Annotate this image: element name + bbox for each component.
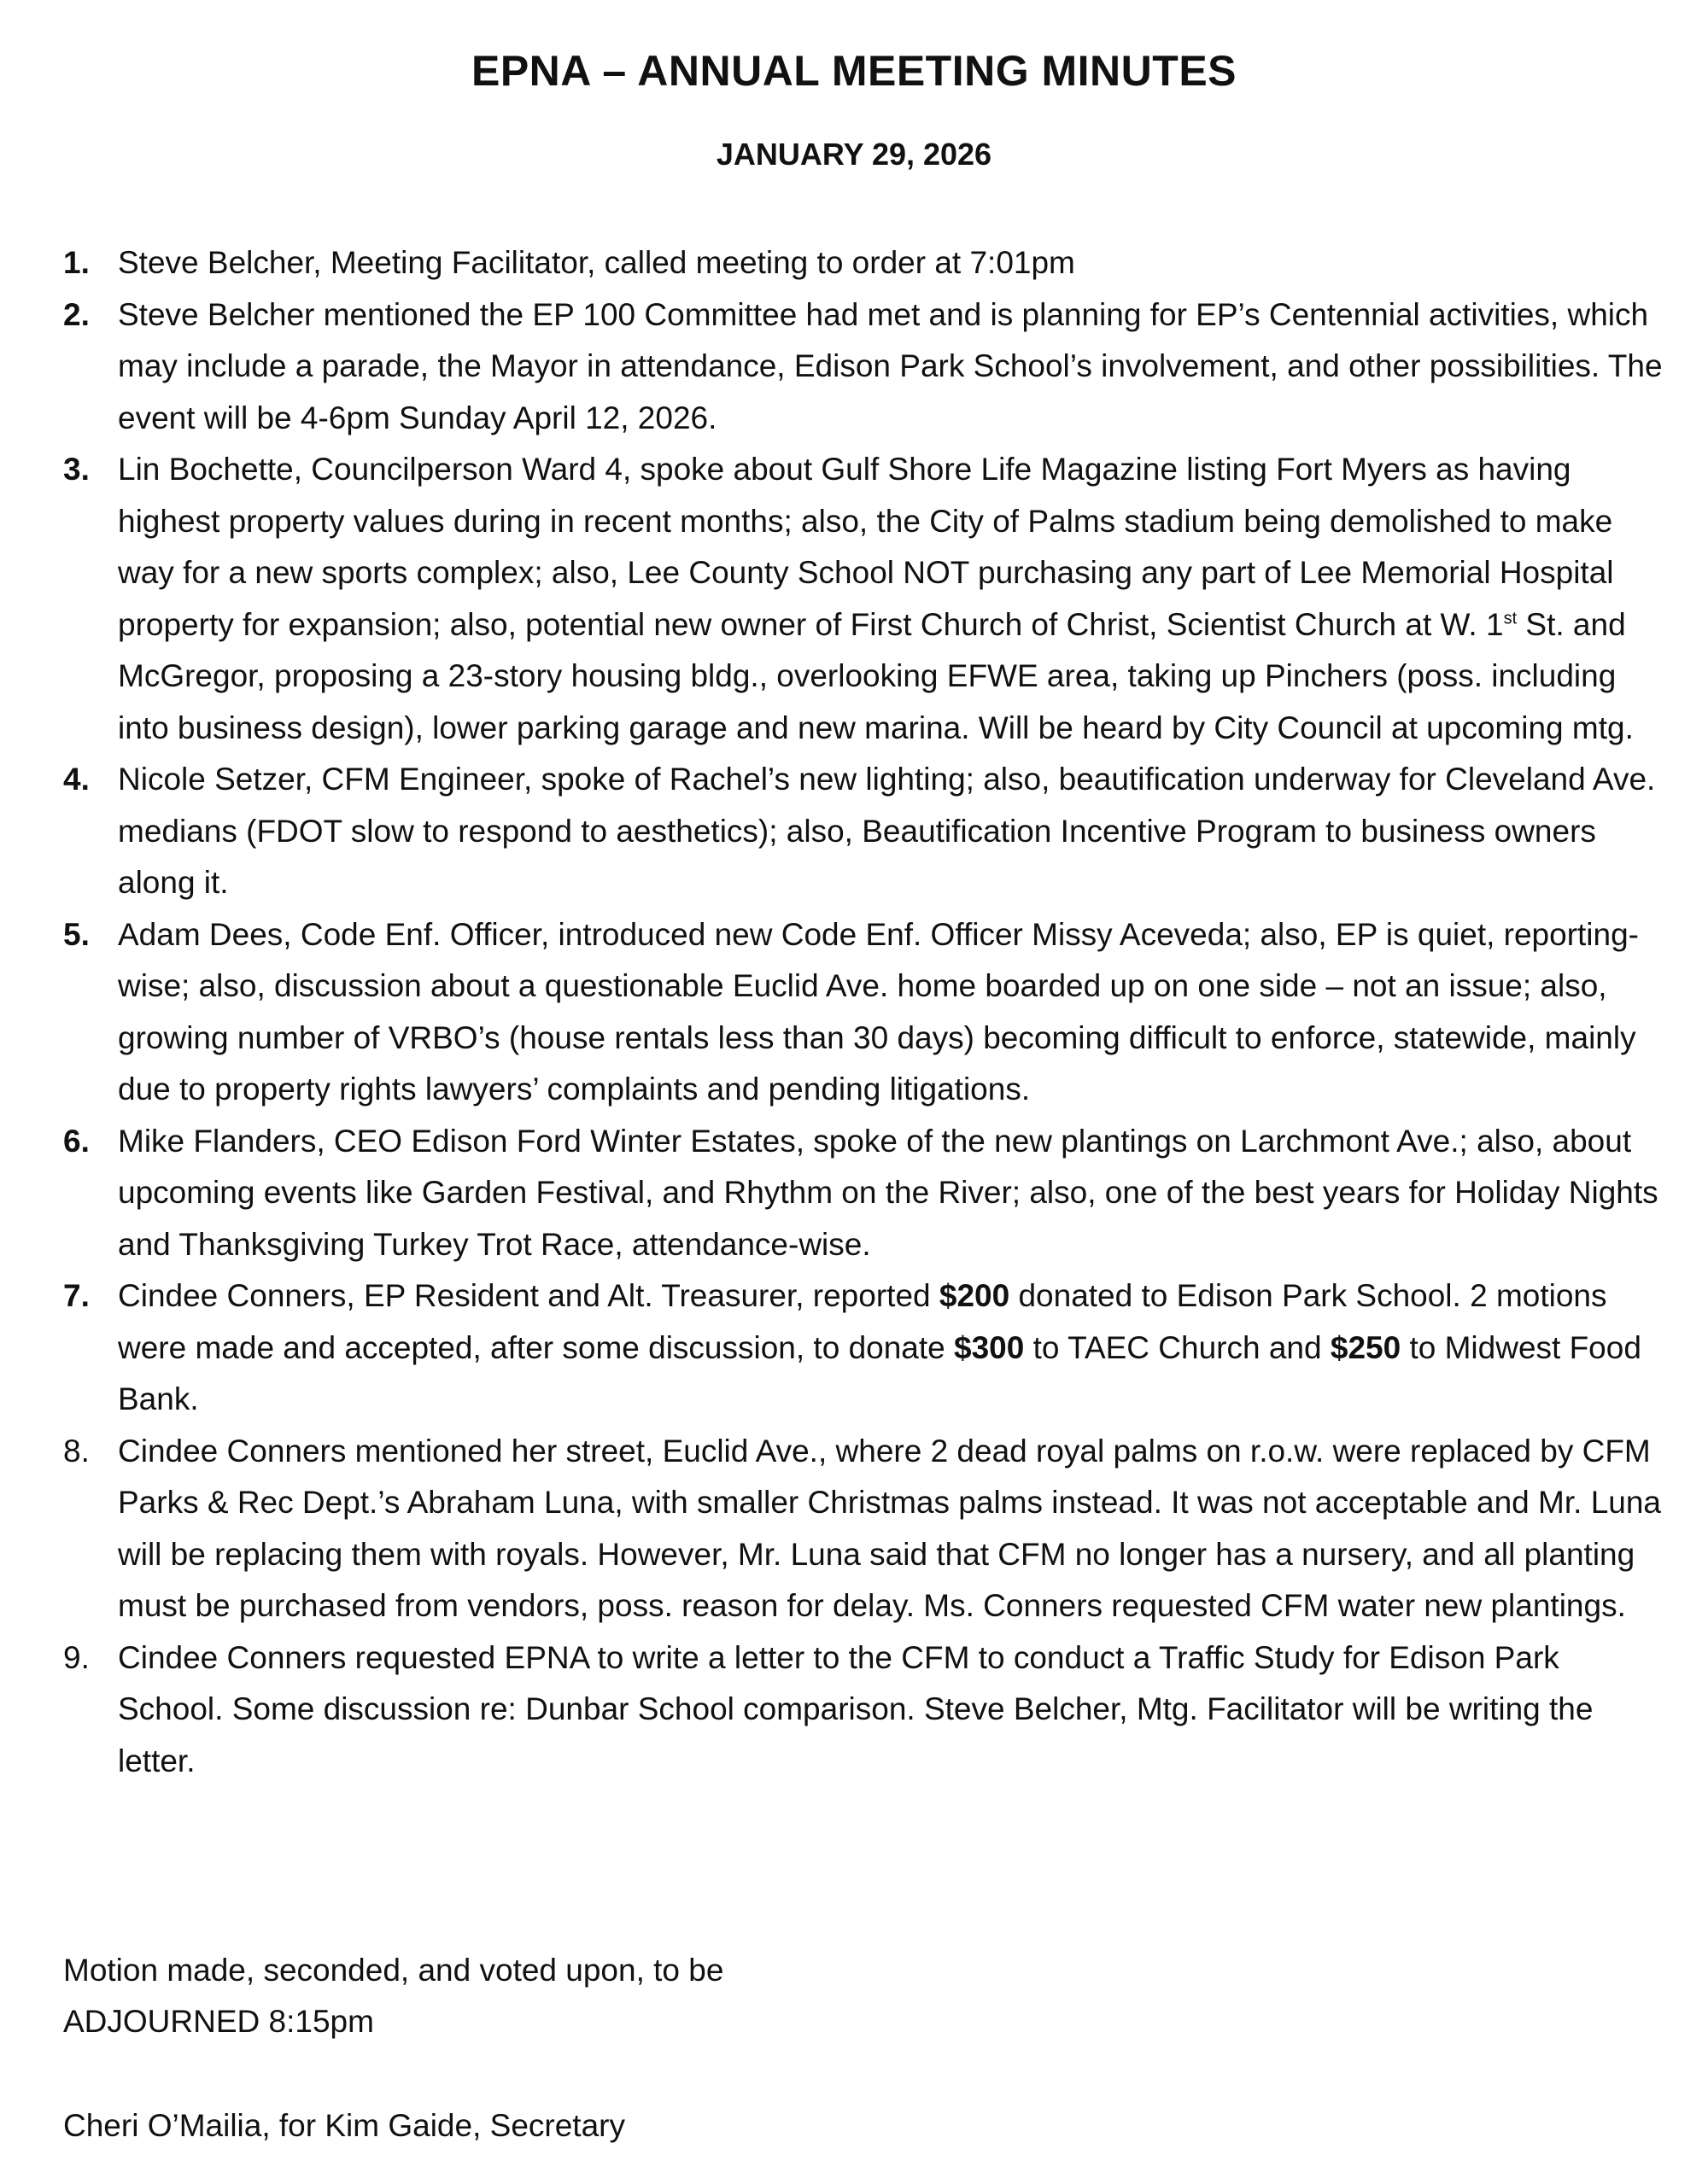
- item-text: Cindee Conners requested EPNA to write a letter to the CFM to conduct a Traffic Study for Edison Park School. Some discussion re: Dunbar School comparison. Steve Belcher, Mtg. Facilitator will be writing the letter.: [118, 1639, 1594, 1778]
- item-text: Mike Flanders, CEO Edison Ford Winter Estates, spoke of the new plantings on Larchmont Ave.; also, about upcoming events like Garden Festival, and Rhythm on the River; also, one of the best years for Holiday Nights and Thanksgiving Turkey Trot Race, attendance-wise.: [118, 1123, 1658, 1262]
- adjournment-note: [63, 1945, 723, 2047]
- minutes-item-1: [63, 237, 1669, 289]
- item-text-continued: St. and McGregor, proposing a 23-story housing bldg., overlooking EFWE area, taking up Pinchers (poss. including into business design), lower parking garage and new marina. Will be heard by City Council at upcoming mtg.: [118, 606, 1634, 745]
- meeting-date: JANUARY 29, 2026: [716, 137, 992, 172]
- minutes-item-7: [63, 1270, 1669, 1426]
- item-text: Nicole Setzer, CFM Engineer, spoke of Rachel’s new lighting; also, beautification underway for Cleveland Ave. medians (FDOT slow to respond to aesthetics); also, Beautification Incentive Program to business owners along it.: [118, 762, 1656, 900]
- donation-amount: $300: [954, 1329, 1025, 1365]
- donation-amount: $200: [939, 1278, 1010, 1313]
- item-number: 1.: [63, 245, 90, 280]
- item-text: Lin Bochette, Councilperson Ward 4, spoke about Gulf Shore Life Magazine listing Fort Myers as having highest property values during in recent months; also, the City of Palms stadium being demolished to make way for a new sports complex; also, Lee County School NOT purchasing any part of Lee Memorial Hospital property for expansion; also, potential new owner of First Church of Christ, Scientist Church at W. 1: [118, 452, 1614, 642]
- item-number: 9.: [63, 1639, 90, 1675]
- item-text: donated to Edison Park School. 2 motions were made and accepted, after some discussion, to donate: [118, 1278, 1607, 1365]
- adjournment-line-1: Motion made, seconded, and voted upon, to be: [63, 1953, 724, 1988]
- ordinal-suffix: st: [1503, 609, 1518, 628]
- item-number: 6.: [63, 1123, 90, 1159]
- document-title: EPNA – ANNUAL MEETING MINUTES: [471, 47, 1237, 95]
- item-number: 2.: [63, 296, 90, 332]
- item-text: Cindee Conners mentioned her street, Euclid Ave., where 2 dead royal palms on r.o.w. were replaced by CFM Parks & Rec Dept.’s Abraham Luna, with smaller Christmas palms instead. It was not acceptable and Mr. Luna will be replacing them with royals. However, Mr. Luna said that CFM no longer has a nursery, and all planting must be purchased from vendors, poss. reason for delay. Ms. Conners requested CFM water new plantings.: [118, 1433, 1662, 1623]
- item-number: 5.: [63, 916, 90, 952]
- donation-amount: $250: [1330, 1329, 1401, 1365]
- minutes-item-9: [63, 1632, 1669, 1788]
- minutes-item-3: [63, 444, 1669, 754]
- item-text: to Midwest Food Bank.: [118, 1329, 1641, 1416]
- item-text: Adam Dees, Code Enf. Officer, introduced new Code Enf. Officer Missy Aceveda; also, EP is quiet, reporting-wise; also, discussion about a questionable Euclid Ave. home boarded up on one side – not an issue; also, growing number of VRBO’s (house rentals less than 30 days) becoming difficult to enforce, statewide, mainly due to property rights lawyers’ complaints and pending litigations.: [118, 916, 1640, 1107]
- minutes-item-8: [63, 1426, 1669, 1632]
- item-number: 8.: [63, 1433, 90, 1469]
- secretary-signature: Cheri O’Mailia, for Kim Gaide, Secretary: [63, 2108, 625, 2143]
- item-number: 3.: [63, 452, 90, 487]
- minutes-item-6: [63, 1116, 1669, 1271]
- minutes-list: [63, 237, 1669, 1787]
- minutes-item-4: [63, 754, 1669, 909]
- minutes-item-5: [63, 909, 1669, 1116]
- item-text: Steve Belcher, Meeting Facilitator, called meeting to order at 7:01pm: [118, 245, 1075, 280]
- item-number: 7.: [63, 1278, 90, 1313]
- item-text: to TAEC Church and: [1024, 1329, 1331, 1365]
- adjournment-line-2: ADJOURNED 8:15pm: [63, 2004, 374, 2039]
- minutes-item-2: [63, 289, 1669, 445]
- item-text: Steve Belcher mentioned the EP 100 Committee had met and is planning for EP’s Centennial activities, which may include a parade, the Mayor in attendance, Edison Park School’s involvement, and other possibilities. The event will be 4-6pm Sunday April 12, 2026.: [118, 296, 1663, 435]
- item-text: Cindee Conners, EP Resident and Alt. Treasurer, reported: [118, 1278, 939, 1313]
- item-number: 4.: [63, 762, 90, 797]
